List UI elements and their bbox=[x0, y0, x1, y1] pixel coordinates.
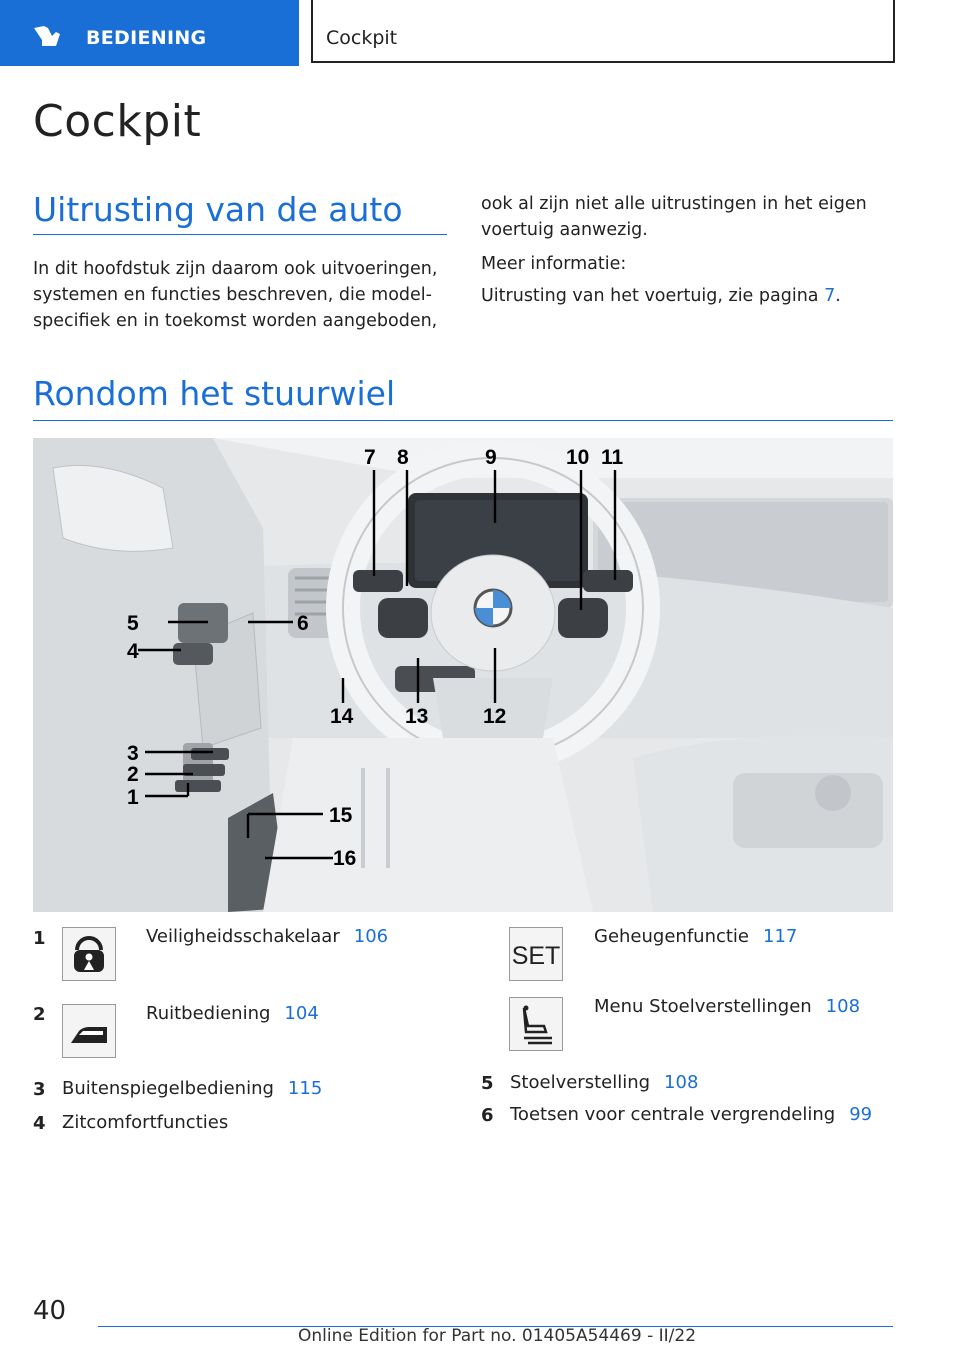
legend-num-4: 4 bbox=[33, 1113, 46, 1134]
section-heading-steering-wheel: Rondom het stuurwiel bbox=[33, 374, 396, 413]
section-tab[interactable] bbox=[0, 0, 299, 66]
legend-page-link[interactable]: 108 bbox=[664, 1072, 699, 1093]
legend-item-5 bbox=[510, 1072, 698, 1093]
section-label: BEDIENING bbox=[86, 27, 207, 49]
callout-7: 7 bbox=[364, 446, 376, 469]
page-tab-label: Cockpit bbox=[326, 27, 398, 49]
callout-8: 8 bbox=[397, 446, 409, 469]
legend-num-1: 1 bbox=[33, 928, 46, 949]
section-rule bbox=[33, 234, 447, 235]
callout-4: 4 bbox=[127, 640, 139, 663]
legend-item-memory bbox=[594, 926, 797, 947]
legend-page-link[interactable]: 104 bbox=[284, 1003, 319, 1024]
legend-item-2 bbox=[146, 1003, 319, 1024]
text-line: In dit hoofdstuk zijn daarom ook uitvoeringen, bbox=[33, 259, 438, 279]
callout-5: 5 bbox=[127, 612, 139, 635]
reference-end: . bbox=[835, 286, 841, 306]
set-icon bbox=[509, 927, 563, 981]
text-line: systemen en functies beschreven, die model- bbox=[33, 285, 432, 305]
section-heading-equipment: Uitrusting van de auto bbox=[33, 190, 403, 229]
callout-11: 11 bbox=[601, 446, 624, 469]
callout-9: 9 bbox=[485, 446, 497, 469]
callout-10: 10 bbox=[566, 446, 590, 469]
intro-left bbox=[33, 256, 453, 334]
legend-page-link[interactable]: 99 bbox=[849, 1104, 873, 1125]
legend-label: Toetsen voor centrale vergrendeling bbox=[510, 1104, 836, 1125]
legend-item-3 bbox=[62, 1078, 322, 1099]
callout-14: 14 bbox=[330, 705, 354, 728]
legend-label: Menu Stoelverstellingen bbox=[594, 996, 812, 1017]
legend-num-2: 2 bbox=[33, 1004, 46, 1025]
legend-label: Ruitbediening bbox=[146, 1003, 271, 1024]
footer-edition: Online Edition for Part no. 01405A54469 - II/22 bbox=[298, 1326, 697, 1346]
set-icon-text: SET bbox=[511, 942, 561, 970]
more-info: Meer informatie: bbox=[481, 254, 627, 274]
text-line: specifiek en in toekomst worden aangeboden, bbox=[33, 311, 438, 331]
text-line: ook al zijn niet alle uitrustingen in het eigen bbox=[481, 194, 867, 214]
callout-2: 2 bbox=[127, 763, 139, 786]
section-rule bbox=[33, 420, 893, 421]
page-tab[interactable] bbox=[311, 0, 895, 63]
page-title: Cockpit bbox=[33, 96, 202, 147]
callout-16: 16 bbox=[333, 847, 357, 870]
window-icon bbox=[62, 1004, 116, 1058]
legend-item-seat-menu bbox=[594, 996, 860, 1017]
reference-text: Uitrusting van het voertuig, zie pagina bbox=[481, 286, 819, 306]
callout-12: 12 bbox=[483, 705, 507, 728]
hand-icon bbox=[30, 22, 64, 50]
legend-num-3: 3 bbox=[33, 1079, 46, 1100]
cockpit-illustration bbox=[33, 438, 893, 912]
legend-label: Buitenspiegelbediening bbox=[62, 1078, 274, 1099]
legend-page-link[interactable]: 115 bbox=[287, 1078, 323, 1099]
child-lock-icon bbox=[62, 927, 116, 981]
legend-item-6 bbox=[510, 1104, 872, 1125]
legend-label: Stoelverstelling bbox=[510, 1072, 651, 1093]
legend-label: Zitcomfortfuncties bbox=[62, 1112, 229, 1133]
callout-6: 6 bbox=[297, 612, 309, 635]
callout-3: 3 bbox=[127, 742, 139, 765]
legend-page-link[interactable]: 117 bbox=[763, 926, 798, 947]
legend-num-6: 6 bbox=[481, 1105, 494, 1126]
legend-num-5: 5 bbox=[481, 1073, 494, 1094]
reference-page-link[interactable]: 7 bbox=[824, 286, 836, 306]
callout-1: 1 bbox=[127, 786, 139, 809]
callout-15: 15 bbox=[329, 804, 353, 827]
legend-page-link[interactable]: 108 bbox=[825, 996, 861, 1017]
legend-label: Geheugenfunctie bbox=[594, 926, 750, 947]
page-number: 40 bbox=[33, 1296, 67, 1326]
callout-13: 13 bbox=[405, 705, 429, 728]
legend-item-1 bbox=[146, 926, 388, 947]
seat-icon bbox=[509, 997, 563, 1051]
reference-line bbox=[481, 283, 893, 309]
legend-label: Veiligheidsschakelaar bbox=[146, 926, 340, 947]
text-line: voertuig aanwezig. bbox=[481, 220, 648, 240]
legend-page-link[interactable]: 106 bbox=[353, 926, 389, 947]
intro-right bbox=[481, 191, 893, 309]
legend-item-4 bbox=[62, 1112, 228, 1133]
